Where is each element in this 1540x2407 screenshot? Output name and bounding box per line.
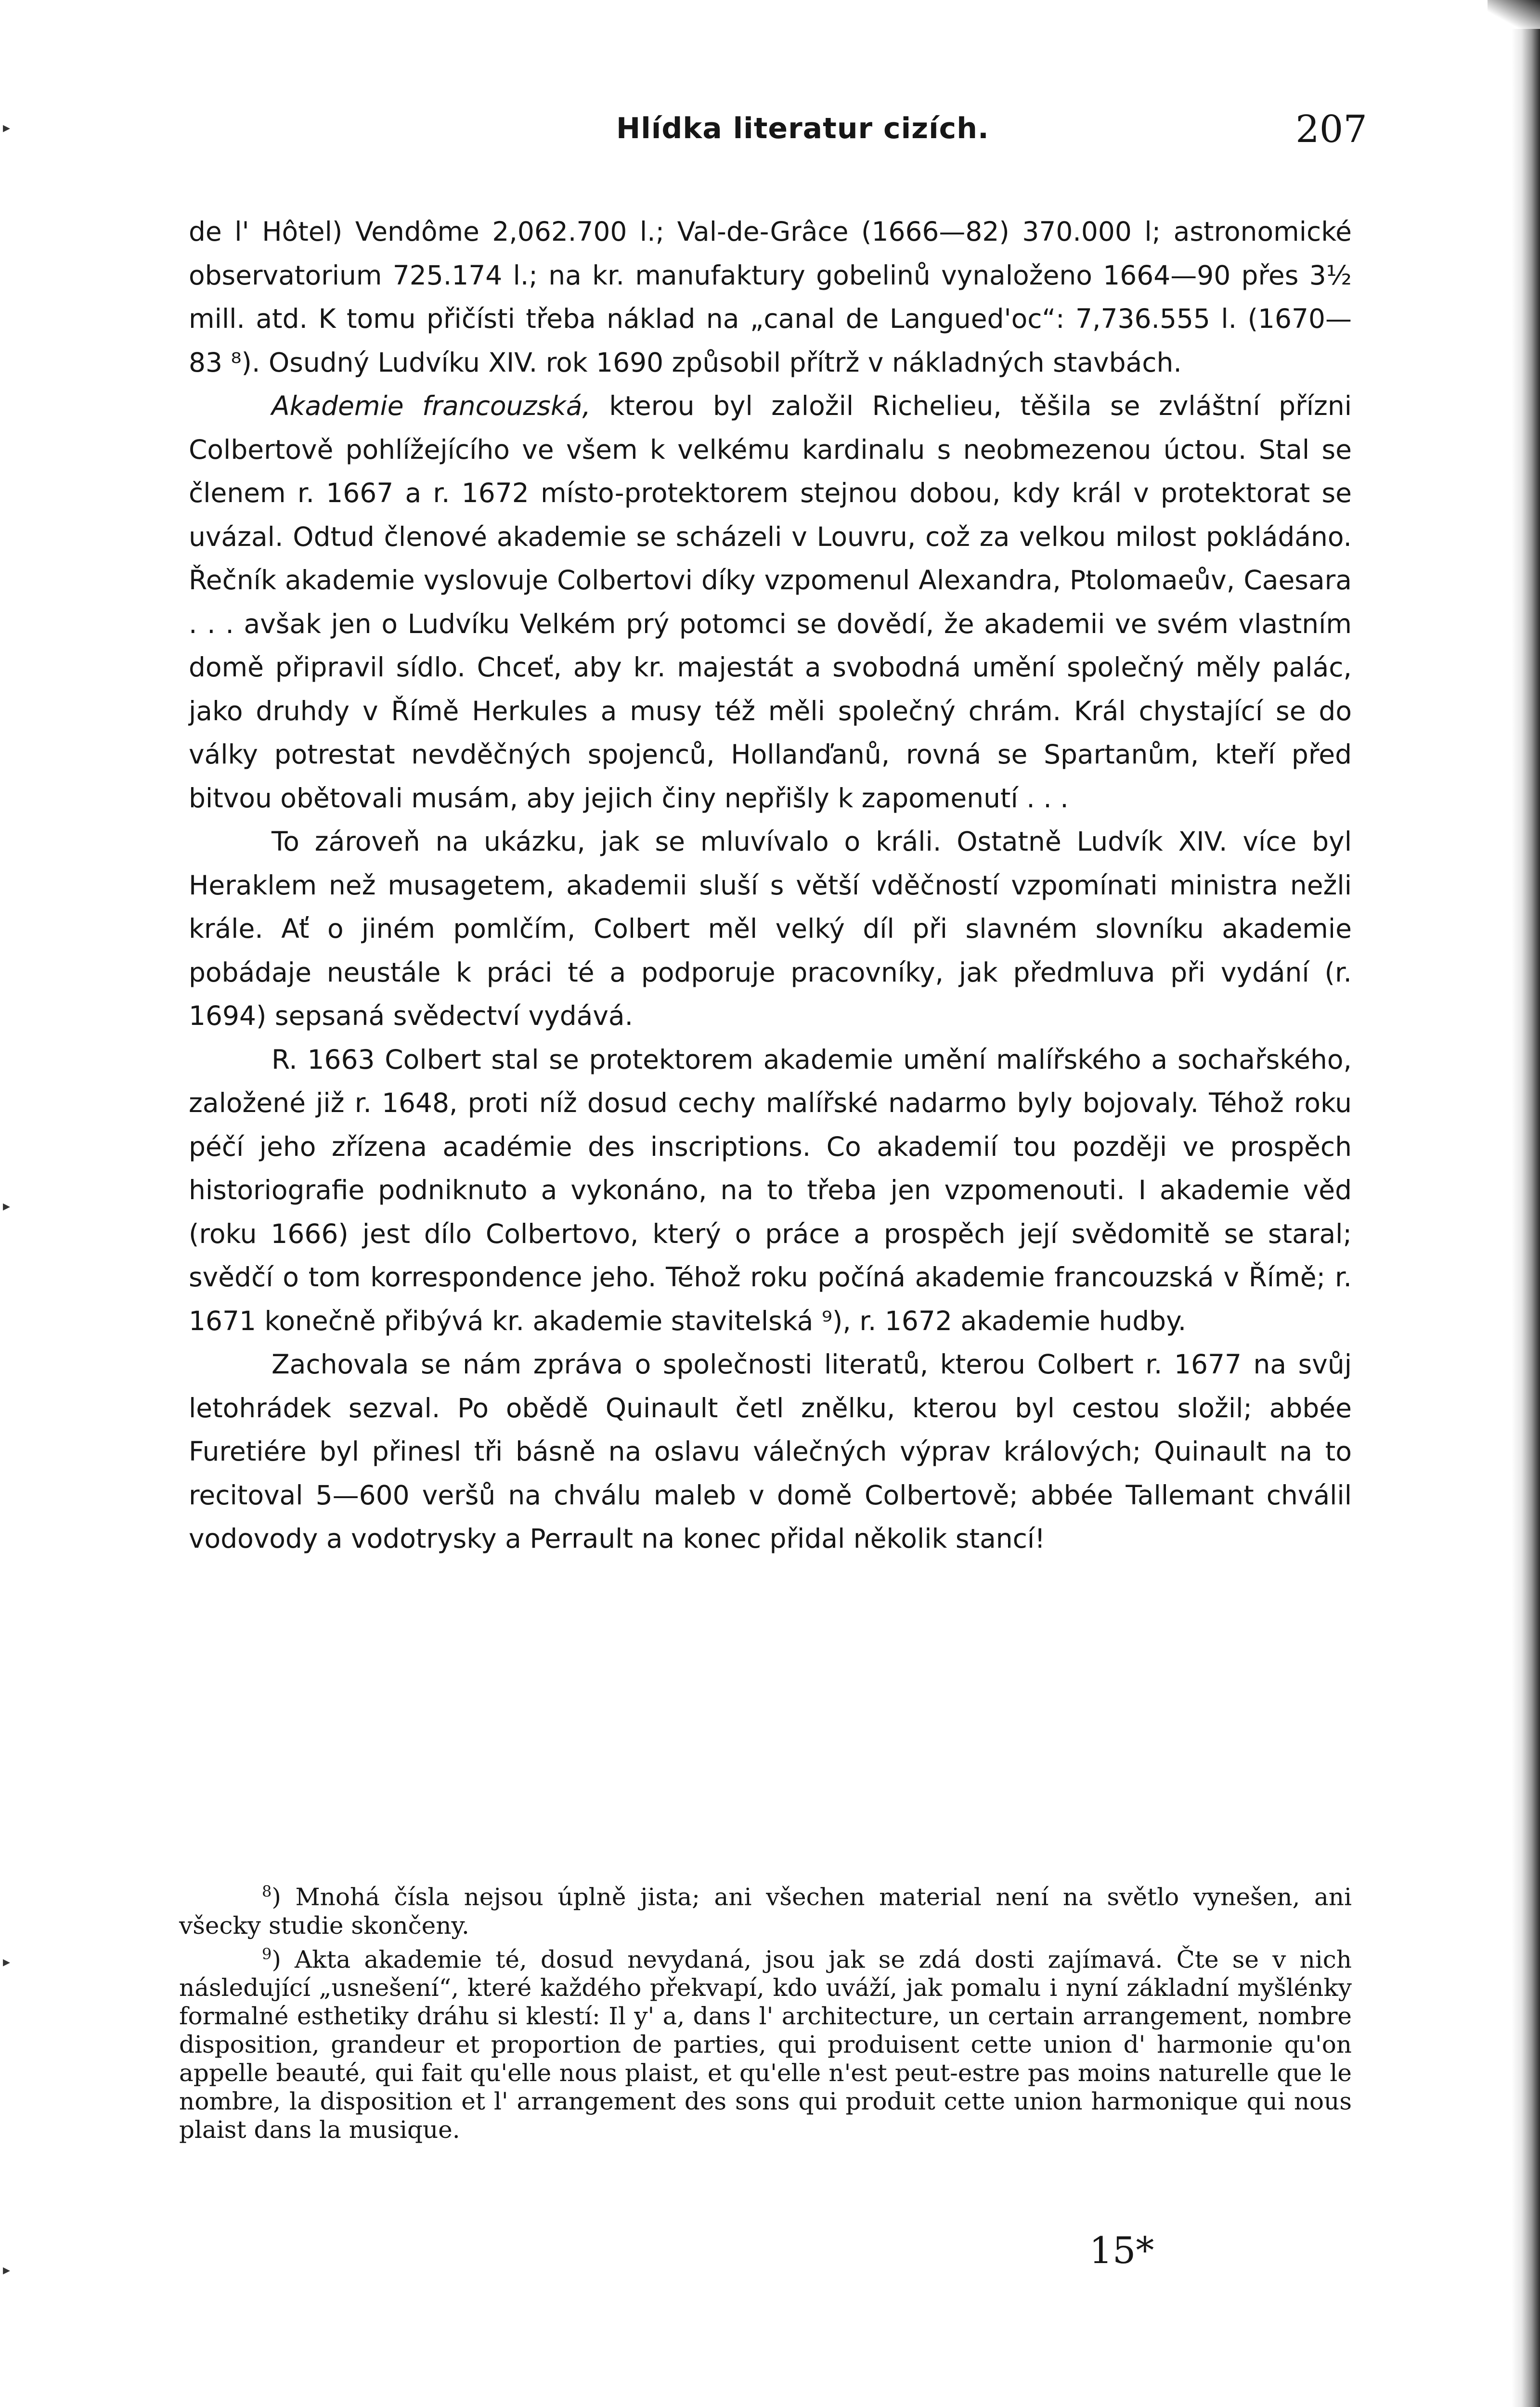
footnote-8: [179, 1877, 1352, 1940]
footnote-9: [179, 1940, 1352, 2145]
paragraph: R. 1663 Colbert stal se protektorem akademie umění malířského a sochařského, založené již r. 1648, proti níž dosud cechy malířské nadarmo byly bojovaly. Téhož roku péčí jeho zřízena académie des inscriptions. Co akademií tou později ve prospěch historiografie podniknuto a vykonáno, na to třeba jen vzpomenouti. I akademie věd (roku 1666) jest dílo Colbertovo, který o práce a prospěch její svědomitě se staral; svědčí o tom korrespondence jeho. Téhož roku počíná akademie francouzská v Římě; r. 1671 konečně přibývá kr. akademie stavitelská ⁹), r. 1672 akademie hudby.: [189, 1044, 1352, 1336]
margin-mark: ▸: [3, 1198, 11, 1215]
footnote-marker: 9: [262, 1944, 272, 1963]
margin-mark: ▸: [3, 119, 11, 136]
footnotes: [179, 1877, 1352, 2144]
margin-mark: ▸: [3, 1954, 11, 1970]
page-number: 207: [1295, 108, 1367, 151]
paragraph-text: kterou byl založil Richelieu, těšila se zvláštní přízni Colbertově pohlížejícího ve všem k velkému kardinalu s neobmezenou úctou. Stal se členem r. 1667 a r. 1672 místo-protektorem stejnou dobou, kdy král v protektorat se uvázal. Odtud členové akademie se scházeli v Louvru, což za velkou milost pokládáno. Řečník akademie vyslovuje Colbertovi díky vzpomenul Alexandra, Ptolomaeův, Caesara . . . avšak jen o Ludvíku Velkém prý potomci se dovědí, že akademii ve svém vlastním domě připravil sídlo. Chceť, aby kr. majestát a svobodná umění společný měly palác, jako druhdy v Římě Herkules a musy též měli společný chrám. Král chystající se do války potrestat nevděčných spojenců, Hollanďanů, rovná se Spartanům, kteří před bitvou obětovali musám, aby jejich činy nepřišly k zapomenutí . . .: [189, 390, 1352, 814]
footnote-text: ) Mnohá čísla nejsou úplně jista; ani všechen material není na světlo vynešen, ani všecky studie skončeny.: [179, 1883, 1352, 1940]
scanned-page-edge: [1512, 0, 1540, 2407]
footnote-marker: 8: [262, 1882, 272, 1901]
running-title: Hlídka literatur cizích.: [616, 112, 989, 145]
scan-shadow-corner: [1488, 0, 1540, 29]
main-text: [189, 210, 1352, 1561]
paragraph: To zároveň na ukázku, jak se mluvívalo o králi. Ostatně Ludvík XIV. více byl Heraklem než musagetem, akademii sluší s větší vděčností vzpomínati ministra nežli krále. Ať o jiném pomlčím, Colbert měl velký díl při slavném slovníku akademie pobádaje neustále k práci té a podporuje pracovníky, jak předmluva při vydání (r. 1694) sepsaná svědectví vydává.: [189, 826, 1352, 1031]
paragraph: Zachovala se nám zpráva o společnosti literatů, kterou Colbert r. 1677 na svůj letohrádek sezval. Po obědě Quinault četl znělku, kterou byl cestou složil; abbée Furetiére byl přinesl tři básně na oslavu válečných výprav králových; Quinault na to recitoval 5—600 veršů na chválu maleb v domě Colbertově; abbée Tallemant chválil vodovody a vodotrysky a Perrault na konec přidal několik stancí!: [189, 1349, 1352, 1554]
emphasis-term: Akademie francouzská,: [272, 390, 591, 421]
paragraph: de l' Hôtel) Vendôme 2,062.700 l.; Val-de-Grâce (1666—82) 370.000 l; astronomické observatorium 725.174 l.; na kr. manufaktury gobelinů vynaloženo 1664—90 přes 3½ mill. atd. K tomu přičísti třeba náklad na „canal de Langued'oc“: 7,736.555 l. (1670—83 ⁸). Osudný Ludvíku XIV. rok 1690 způsobil přítrž v nákladných stavbách.: [189, 216, 1352, 378]
footnote-text: ) Akta akademie té, dosud nevydaná, jsou jak se zdá dosti zajímavá. Čte se v nich následující „usnešení“, které každého překvapí, kdo uváží, jak pomalu i nyní základní myšlénky formalné esthetiky dráhu si klestí: Il y' a, dans l' architecture, un certain arrangement, nombre disposition, grandeur et proportion de parties, qui produisent cette union d' harmonie qu'on appelle beauté, qui fait qu'elle nous plaist, et qu'elle n'est peut-estre pas moins naturelle que le nombre, la disposition et l' arrangement des sons qui produit cette union harmonique qui nous plaist dans la musique.: [179, 1945, 1352, 2144]
margin-mark: ▸: [3, 2262, 11, 2278]
paragraph: [189, 384, 1352, 820]
signature-mark: 15*: [1089, 2229, 1154, 2272]
